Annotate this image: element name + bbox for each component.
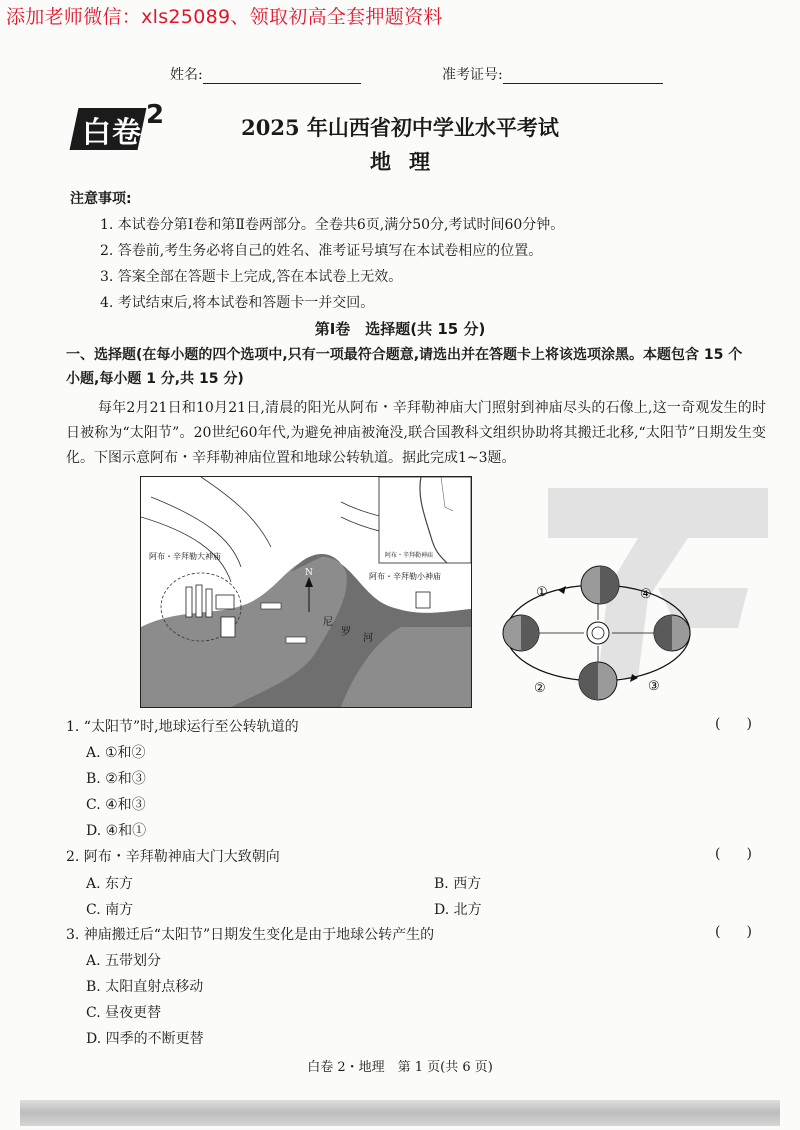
north-arrow-label: N: [305, 568, 313, 578]
answer-paren: (): [715, 846, 778, 862]
temple-map-graphic: [141, 477, 471, 707]
answer-paren: (): [715, 924, 778, 940]
note-item: 4. 考试结束后,将本试卷和答题卡一并交回。: [100, 295, 375, 311]
passage: 每年2月21日和10月21日,清晨的阳光从阿布・辛拜勒神庙大门照射到神庙尽头的石像上,这一奇观发生的时日被称为“太阳节”。20世纪60年代,为避免神庙被淹没,联合国教科文组织协助将其搬迁北移,“太阳节”日期发生变化。下图示意阿布・辛拜勒神庙位置和地球公转轨道。据此完成1~3题。: [66, 400, 766, 466]
question-stem: 3. 神庙搬迁后“太阳节”日期发生变化是由于地球公转产生的: [66, 927, 435, 943]
page-footer: 白卷 2・地理 第 1 页(共 6 页): [307, 1060, 493, 1075]
small-temple-label: 阿布・辛拜勒小神庙: [369, 572, 441, 581]
option[interactable]: B. 西方: [434, 876, 482, 892]
note-item: 1. 本试卷分第Ⅰ卷和第Ⅱ卷两部分。全卷共6页,满分50分,考试时间60分钟。: [100, 217, 565, 233]
temple-map: [140, 476, 472, 708]
scan-edge: [20, 1100, 780, 1126]
option[interactable]: C. 南方: [86, 902, 134, 918]
orbit-label: ①: [536, 585, 548, 600]
note-item: 2. 答卷前,考生务必将自己的姓名、准考证号填写在本试卷相应的位置。: [100, 243, 543, 259]
river-char: 河: [363, 633, 373, 644]
inset-label: 阿布・辛拜勒神庙: [385, 552, 434, 559]
section-title: 第Ⅰ卷 选择题(共 15 分): [314, 320, 486, 338]
name-field[interactable]: [170, 64, 361, 84]
river-char: 罗: [341, 627, 351, 638]
option[interactable]: C. ④和③: [86, 797, 146, 813]
exam-title: 2025 年山西省初中学业水平考试: [241, 115, 559, 140]
option[interactable]: A. 东方: [86, 876, 134, 892]
badge-number: 2: [146, 100, 165, 130]
option[interactable]: B. 太阳直射点移动: [86, 979, 204, 995]
note-item: 3. 答案全部在答题卡上完成,答在本试卷上无效。: [100, 269, 403, 285]
orbit-label: ②: [534, 681, 546, 696]
exam-id-field[interactable]: [442, 64, 663, 84]
question-stem: 1. “太阳节”时,地球运行至公转轨道的: [66, 719, 299, 735]
option[interactable]: D. 北方: [434, 902, 482, 918]
orbit-label: ③: [648, 679, 660, 694]
answer-paren: (): [715, 716, 778, 732]
orbit-graphic: [488, 478, 776, 710]
section-instruction: 一、选择题(在每小题的四个选项中,只有一项最符合题意,请选出并在答题卡上将该选项涂黑。本题包含 15 个小题,每小题 1 分,共 15 分): [66, 347, 743, 387]
question-stem: 2. 阿布・辛拜勒神庙大门大致朝向: [66, 849, 280, 865]
option[interactable]: A. ①和②: [86, 745, 146, 761]
river-char: 尼: [323, 617, 333, 628]
option[interactable]: A. 五带划分: [86, 953, 162, 969]
name-label: 姓名:: [170, 67, 203, 83]
promo-banner: 添加老师微信：xls25089、领取初高全套押题资料: [6, 6, 443, 28]
option[interactable]: D. ④和①: [86, 823, 147, 839]
option[interactable]: D. 四季的不断更替: [86, 1031, 204, 1047]
exam-id-label: 准考证号:: [442, 67, 503, 83]
orbit-label: ④: [640, 587, 652, 602]
notes-heading: 注意事项:: [70, 191, 132, 207]
option[interactable]: C. 昼夜更替: [86, 1005, 162, 1021]
orbit-diagram: [488, 478, 776, 710]
option[interactable]: B. ②和③: [86, 771, 146, 787]
big-temple-label: 阿布・辛拜勒大神庙: [149, 552, 221, 561]
badge-text: 白卷: [82, 115, 143, 149]
exam-subject: 地理: [370, 149, 448, 174]
